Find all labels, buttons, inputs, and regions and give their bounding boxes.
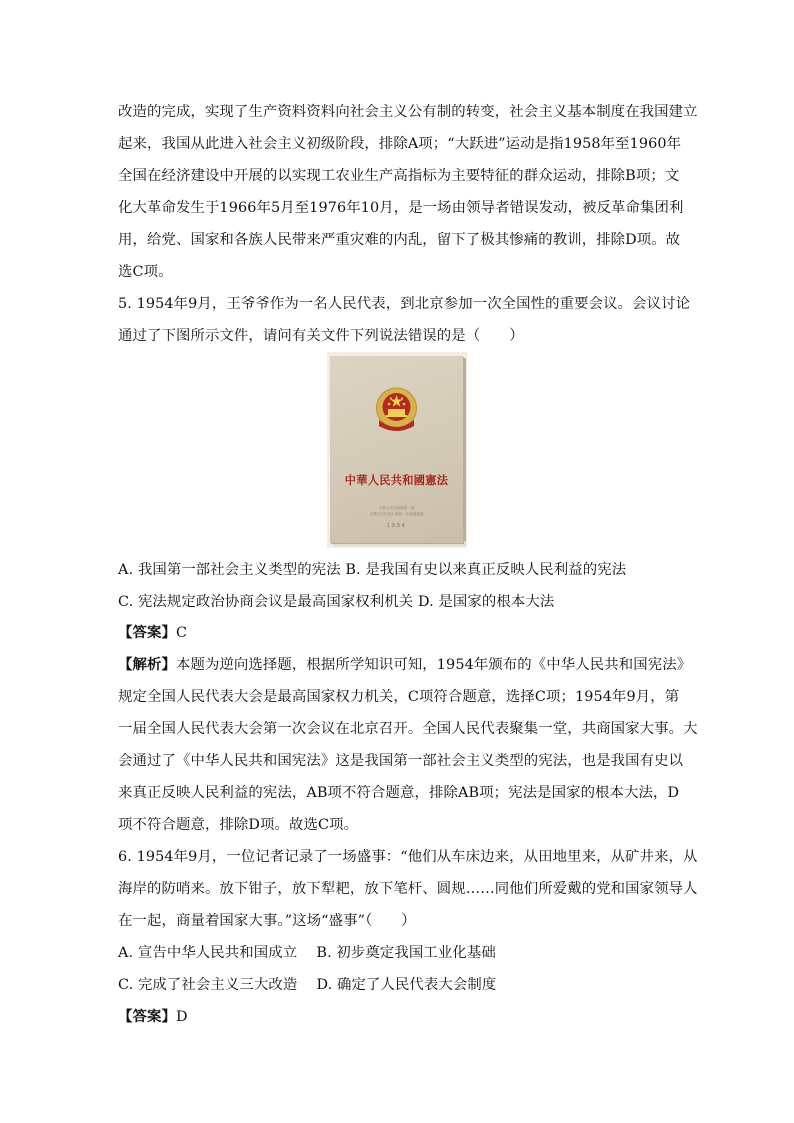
analysis-text: 本题为逆向选择题，根据所学知识可知，1954年颁布的《中华人民共和国宪法》 (175, 657, 692, 673)
q6-stem-line: 在一起，商量着国家大事。”这场“盛事”（ ） (118, 913, 416, 929)
q6-option-line: A. 宣告中华人民共和国成立 B. 初步奠定我国工业化基础 (118, 945, 496, 961)
answer-label: 【答案】 (118, 1008, 176, 1025)
explanation-line: 用，给党、国家和各族人民带来严重灾难的内乱，留下了极其惨痛的教训，排除D项。故 (118, 232, 681, 248)
national-emblem-icon (374, 386, 419, 436)
q5-option-line: C. 宪法规定政治协商会议是最高国家权利机关 D. 是国家的根本大法 (118, 594, 555, 610)
q5-stem-line: 5. 1954年9月，王爷爷作为一名人民代表，到北京参加一次全国性的重要会议。会议讨论 (118, 296, 691, 312)
q6-option-line: C. 完成了社会主义三大改造 D. 确定了人民代表大会制度 (118, 977, 497, 993)
explanation-line: 改造的完成，实现了生产资料资料向社会主义公有制的转变，社会主义基本制度在我国建立 (118, 104, 698, 120)
q6-stem-line: 6. 1954年9月，一位记者记录了一场盛事：“他们从车床边来，从田地里来，从矿井来，从 (118, 849, 698, 865)
q5-analysis-line: 来真正反映人民利益的宪法，AB项不符合题意，排除AB项；宪法是国家的根本大法，D (118, 785, 680, 801)
q5-analysis-line: 项不符合题意，排除D项。故选C项。 (118, 817, 359, 833)
answer-label: 【答案】 (118, 624, 176, 641)
answer-value: C (175, 625, 188, 641)
constitution-cover-image (327, 352, 467, 548)
cover-subtitle-line: 全國人民代表大會第一次會議通過 (369, 512, 424, 516)
q6-stem-line: 海岸的防哨来。放下钳子，放下犁耙，放下笔杆、圆规……同他们所爱戴的党和国家领导人 (118, 881, 698, 897)
explanation-line: 起来，我国从此进入社会主义初级阶段，排除A项；“大跃进”运动是指1958年至1960年 (118, 136, 682, 152)
explanation-line: 全国在经济建设中开展的以实现工农业生产高指标为主要特征的群众运动，排除B项；文 (118, 168, 680, 184)
q5-option-line: A. 我国第一部社会主义类型的宪法 B. 是我国有史以来真正反映人民利益的宪法 (118, 562, 627, 578)
cover-title: 中華人民共和國憲法 (344, 473, 449, 487)
cover-year: 1954 (386, 523, 407, 529)
q5-analysis-line: 规定全国人民代表大会是最高国家权力机关，C项符合题意，选择C项；1954年9月，第 (118, 689, 680, 705)
q5-analysis-line (118, 656, 691, 674)
q5-analysis-line: 一届全国人民代表大会第一次会议在北京召开。全国人民代表聚集一堂，共商国家大事。大 (118, 721, 698, 737)
book-spine-edge (463, 358, 466, 541)
q6-answer (118, 1008, 188, 1026)
explanation-line: 选C项。 (118, 264, 173, 280)
q5-analysis-line: 会通过了《中华人民共和国宪法》这是我国第一部社会主义类型的宪法，也是我国有史以 (118, 753, 684, 769)
explanation-line: 化大革命发生于1966年5月至1976年10月，是一场由领导者错误发动，被反革命集团利 (118, 200, 684, 216)
answer-value: D (175, 1009, 188, 1025)
cover-subtitle-line: 中華人民共和國第一屆 (378, 506, 415, 510)
book-cover (330, 356, 463, 543)
q5-answer (118, 624, 187, 642)
analysis-label: 【解析】 (118, 656, 176, 673)
q5-stem-line: 通过了下图所示文件，请问有关文件下列说法错误的是（ ） (118, 328, 524, 344)
